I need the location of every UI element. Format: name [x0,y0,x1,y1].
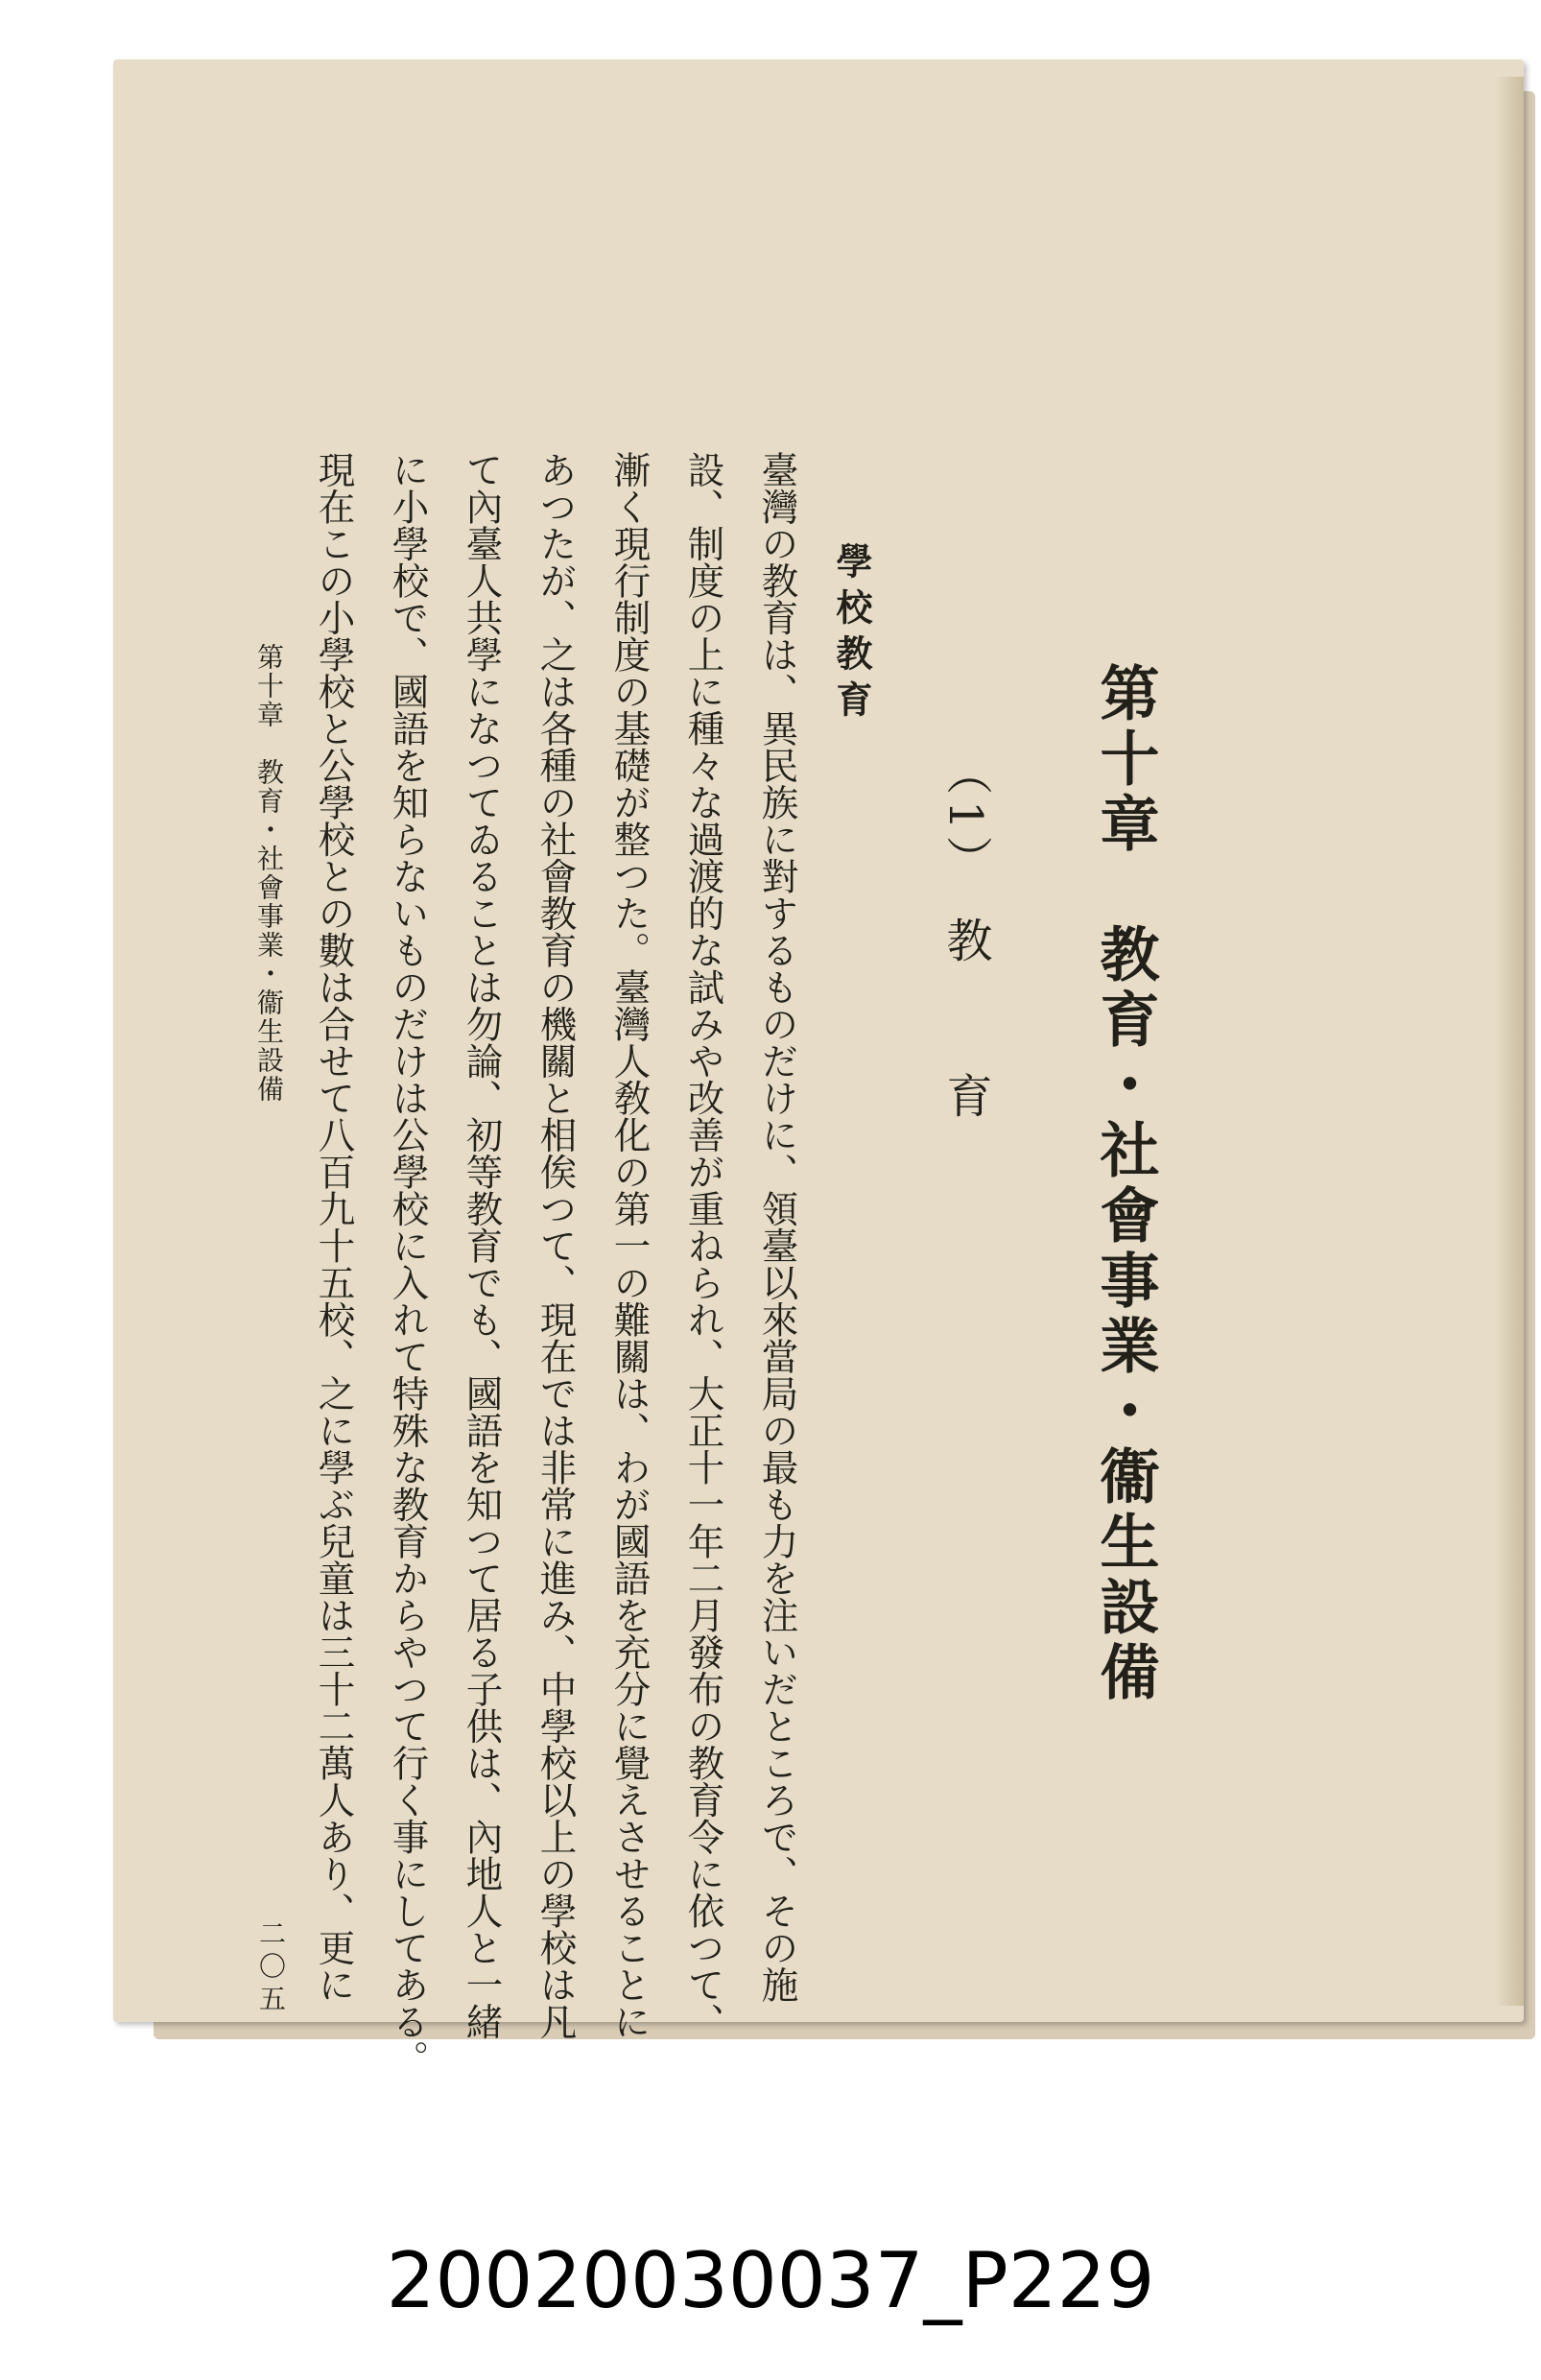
page-edge [1495,77,1524,2006]
body-line-2: 設、制度の上に種々な過渡的な試みや改善が重ねられ、大正十一年二月發布の教育令に依つて、 [681,451,725,2040]
running-footer: 第十章 教育・社會事業・衞生設備 [253,643,285,1104]
chapter-title: 第十章 教育・社會事業・衞生設備 [1090,662,1160,1706]
body-line-5: て內臺人共學になつてゐることは勿論、初等教育でも、國語を知つて居る子供は、內地人と一緒 [460,451,504,2040]
subheading: 學校教育 [830,542,873,726]
section-heading: （1） 教 育 [938,749,992,1124]
body-line-6: に小學校で、國語を知らないものだけは公學校に入れて特殊な教育からやつて行く事にしてある。 [386,451,430,2077]
image-caption: 20020030037_P229 [386,2236,1155,2325]
body-line-7: 現在この小學校と公學校との數は合せて八百九十五校、之に學ぶ兒童は三十二萬人あり、更に [312,451,356,2003]
body-line-4: あつたが、之は各種の社會教育の機關と相俟つて、現在では非常に進み、中學校以上の學校は凡 [533,451,578,2040]
page-number: 二〇五 [255,1919,287,2017]
body-line-3: 漸く現行制度の基礎が整つた。臺灣人敎化の第一の難關は、わが國語を充分に覺えさせることに [607,451,652,2040]
body-line-1: 臺灣の教育は、異民族に對するものだけに、領臺以來當局の最も力を注いだところで、その施 [755,451,799,2003]
